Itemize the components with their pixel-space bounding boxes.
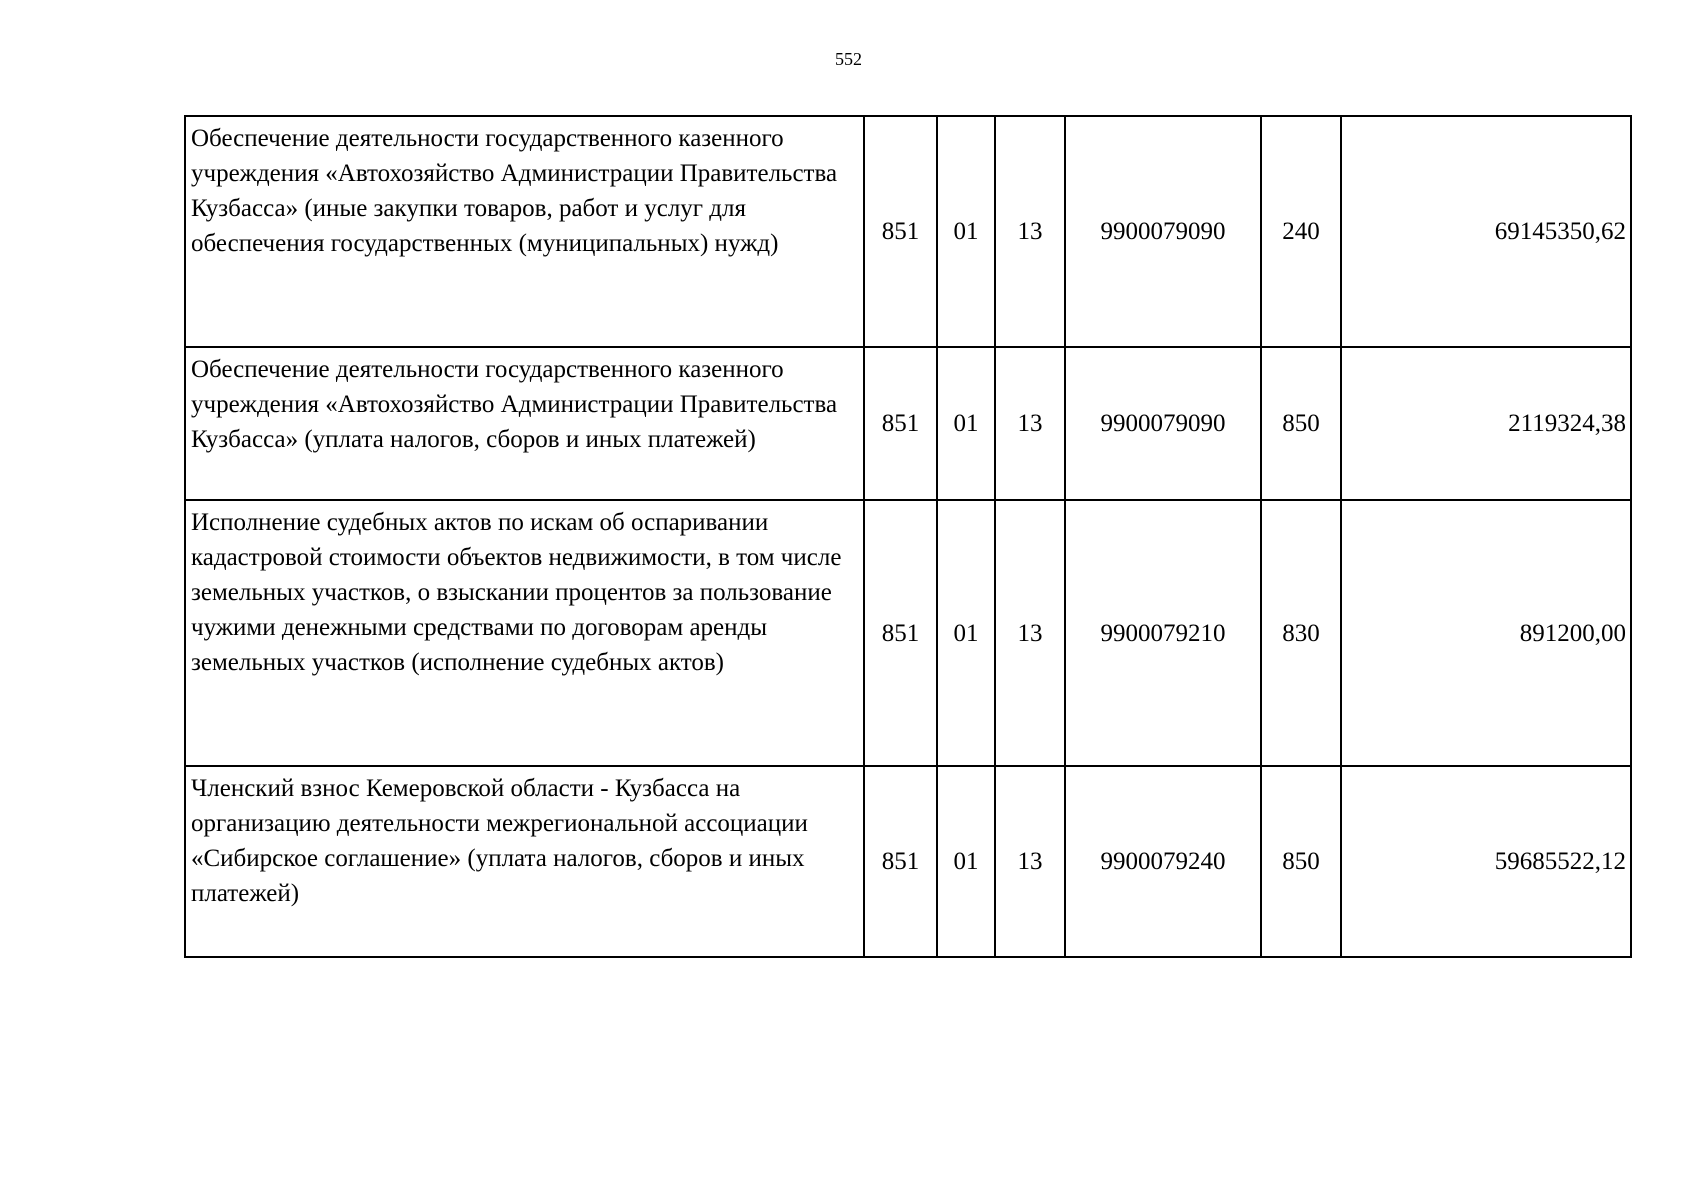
amount: 2119324,38 [1341,347,1631,500]
budget-table [184,115,1632,958]
expense-type-code: 850 [1261,766,1341,957]
subsection-code: 13 [995,766,1065,957]
table-row [185,347,1631,500]
row-description: Обеспечение деятельности государственного казенного учреждения «Автохозяйство Администрации Правительства Кузбасса» (иные закупки товаров, работ и услуг для обеспечения государственных (муниципальных) нужд) [185,116,864,347]
section-code: 01 [937,116,995,347]
table-row [185,766,1631,957]
subsection-code: 13 [995,347,1065,500]
section-code: 01 [937,347,995,500]
subsection-code: 13 [995,500,1065,766]
target-article-code: 9900079240 [1065,766,1261,957]
target-article-code: 9900079090 [1065,116,1261,347]
page-number: 552 [835,49,862,69]
expense-type-code: 240 [1261,116,1341,347]
row-description: Обеспечение деятельности государственного казенного учреждения «Автохозяйство Администрации Правительства Кузбасса» (уплата налогов, сборов и иных платежей) [185,347,864,500]
subsection-code: 13 [995,116,1065,347]
section-code: 01 [937,500,995,766]
expense-type-code: 850 [1261,347,1341,500]
table-row [185,116,1631,347]
amount: 69145350,62 [1341,116,1631,347]
target-article-code: 9900079210 [1065,500,1261,766]
ministry-code: 851 [864,347,937,500]
ministry-code: 851 [864,766,937,957]
row-description: Исполнение судебных актов по искам об оспаривании кадастровой стоимости объектов недвижимости, в том числе земельных участков, о взыскании процентов за пользование чужими денежными средствами по договорам аренды земельных участков (исполнение судебных актов) [185,500,864,766]
amount: 891200,00 [1341,500,1631,766]
ministry-code: 851 [864,500,937,766]
target-article-code: 9900079090 [1065,347,1261,500]
row-description: Членский взнос Кемеровской области - Кузбасса на организацию деятельности межрегиональной ассоциации «Сибирское соглашение» (уплата налогов, сборов и иных платежей) [185,766,864,957]
section-code: 01 [937,766,995,957]
expense-type-code: 830 [1261,500,1341,766]
table-row [185,500,1631,766]
ministry-code: 851 [864,116,937,347]
amount: 59685522,12 [1341,766,1631,957]
